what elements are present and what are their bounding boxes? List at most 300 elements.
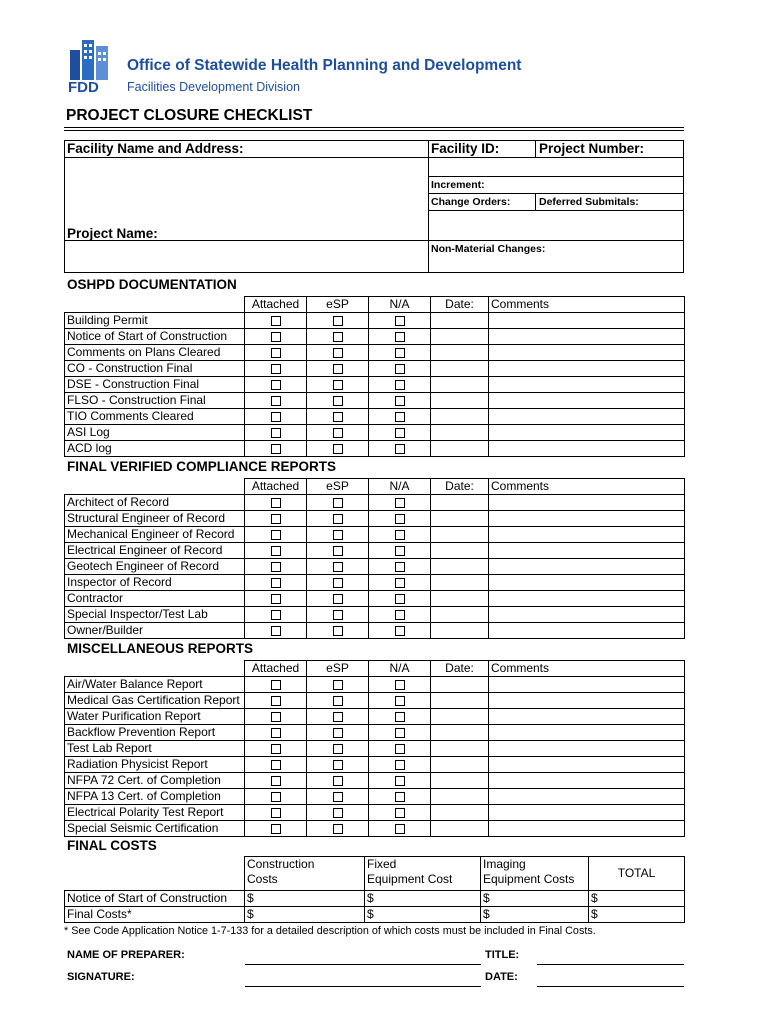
date-field[interactable] <box>431 821 489 837</box>
non-material-changes-label: Non-Material Changes: <box>431 243 546 255</box>
attached-checkbox[interactable] <box>271 594 281 604</box>
checklist-item-label: Geotech Engineer of Record <box>65 559 245 575</box>
date-field[interactable] <box>431 527 489 543</box>
na-checkbox-cell <box>369 345 431 361</box>
esp-checkbox-cell <box>307 543 369 559</box>
construction-cost-field[interactable]: $ <box>245 891 365 907</box>
page-title: PROJECT CLOSURE CHECKLIST <box>66 107 313 124</box>
section-title-final-costs: FINAL COSTS <box>67 838 157 853</box>
attached-checkbox[interactable] <box>271 712 281 722</box>
date-field[interactable] <box>431 805 489 821</box>
comments-field[interactable] <box>489 623 685 639</box>
esp-checkbox[interactable] <box>333 316 343 326</box>
checklist-item-label: Building Permit <box>65 313 245 329</box>
attached-checkbox-cell <box>245 805 307 821</box>
attached-column-header: Attached <box>245 297 307 313</box>
attached-checkbox-cell <box>245 725 307 741</box>
attached-checkbox[interactable] <box>271 546 281 556</box>
attached-checkbox-cell <box>245 773 307 789</box>
date-field[interactable] <box>431 511 489 527</box>
checklist-item-label: Notice of Start of Construction <box>65 329 245 345</box>
esp-checkbox[interactable] <box>333 498 343 508</box>
attached-checkbox[interactable] <box>271 578 281 588</box>
blank-header-cell <box>65 479 245 495</box>
oshpd-documentation-table <box>64 296 685 457</box>
checklist-item-label: Owner/Builder <box>65 623 245 639</box>
esp-checkbox[interactable] <box>333 744 343 754</box>
esp-checkbox[interactable] <box>333 728 343 738</box>
comments-field[interactable] <box>489 543 685 559</box>
na-checkbox-cell <box>369 725 431 741</box>
info-row-line <box>428 176 684 177</box>
attached-checkbox[interactable] <box>271 610 281 620</box>
attached-checkbox-cell <box>245 313 307 329</box>
na-checkbox[interactable] <box>395 498 405 508</box>
attached-checkbox[interactable] <box>271 514 281 524</box>
attached-checkbox[interactable] <box>271 380 281 390</box>
checklist-row <box>65 559 685 575</box>
date-column-header: Date: <box>431 297 489 313</box>
esp-checkbox[interactable] <box>333 530 343 540</box>
checklist-row <box>65 425 685 441</box>
checklist-row <box>65 345 685 361</box>
fixed-equipment-header: Fixed Equipment Cost <box>365 857 481 891</box>
imaging-equipment-cost-field[interactable]: $ <box>481 907 589 923</box>
comments-field[interactable] <box>489 425 685 441</box>
info-row-line <box>428 210 684 211</box>
na-checkbox[interactable] <box>395 412 405 422</box>
comments-field[interactable] <box>489 607 685 623</box>
na-checkbox-cell <box>369 607 431 623</box>
date-field[interactable] <box>431 345 489 361</box>
checklist-item-label: Structural Engineer of Record <box>65 511 245 527</box>
comments-field[interactable] <box>489 441 685 457</box>
na-checkbox[interactable] <box>395 578 405 588</box>
imaging-equipment-header: Imaging Equipment Costs <box>481 857 589 891</box>
esp-checkbox[interactable] <box>333 562 343 572</box>
date-field[interactable] <box>431 361 489 377</box>
na-checkbox[interactable] <box>395 776 405 786</box>
na-checkbox-cell <box>369 409 431 425</box>
construction-cost-field[interactable]: $ <box>245 907 365 923</box>
total-header: TOTAL <box>589 857 685 891</box>
date-field[interactable] <box>431 329 489 345</box>
title-rule-2 <box>64 130 684 131</box>
esp-checkbox[interactable] <box>333 396 343 406</box>
esp-checkbox-cell <box>307 725 369 741</box>
checklist-row <box>65 495 685 511</box>
esp-checkbox[interactable] <box>333 546 343 556</box>
na-checkbox-cell <box>369 789 431 805</box>
signature-label: SIGNATURE: <box>67 971 135 983</box>
na-checkbox[interactable] <box>395 348 405 358</box>
date-field[interactable] <box>431 741 489 757</box>
attached-checkbox[interactable] <box>271 680 281 690</box>
esp-checkbox[interactable] <box>333 792 343 802</box>
cost-row-label: Final Costs* <box>65 907 245 923</box>
comments-field[interactable] <box>489 725 685 741</box>
na-checkbox[interactable] <box>395 428 405 438</box>
esp-checkbox-cell <box>307 441 369 457</box>
checklist-row <box>65 441 685 457</box>
esp-checkbox[interactable] <box>333 412 343 422</box>
blank-header-cell <box>65 297 245 313</box>
checklist-row <box>65 623 685 639</box>
attached-checkbox[interactable] <box>271 316 281 326</box>
comments-field[interactable] <box>489 527 685 543</box>
esp-column-header: eSP <box>307 297 369 313</box>
imaging-equipment-cost-field[interactable]: $ <box>481 891 589 907</box>
attached-checkbox-cell <box>245 495 307 511</box>
attached-checkbox[interactable] <box>271 824 281 834</box>
comments-field[interactable] <box>489 805 685 821</box>
checklist-item-label: Inspector of Record <box>65 575 245 591</box>
esp-checkbox[interactable] <box>333 514 343 524</box>
attached-checkbox-cell <box>245 757 307 773</box>
attached-checkbox[interactable] <box>271 498 281 508</box>
esp-checkbox-cell <box>307 821 369 837</box>
checklist-item-label: ACD log <box>65 441 245 457</box>
esp-checkbox[interactable] <box>333 364 343 374</box>
signature-line[interactable] <box>245 986 481 987</box>
esp-checkbox-cell <box>307 495 369 511</box>
checklist-row <box>65 409 685 425</box>
na-checkbox[interactable] <box>395 626 405 636</box>
comments-field[interactable] <box>489 361 685 377</box>
na-checkbox[interactable] <box>395 316 405 326</box>
checklist-item-label: Special Inspector/Test Lab <box>65 607 245 623</box>
na-checkbox-cell <box>369 441 431 457</box>
comments-field[interactable] <box>489 329 685 345</box>
comments-field[interactable] <box>489 709 685 725</box>
date-field[interactable] <box>431 773 489 789</box>
na-checkbox[interactable] <box>395 594 405 604</box>
na-checkbox[interactable] <box>395 332 405 342</box>
total-cost-field[interactable]: $ <box>589 891 685 907</box>
na-checkbox-cell <box>369 511 431 527</box>
esp-checkbox[interactable] <box>333 594 343 604</box>
date-column-header: Date: <box>431 479 489 495</box>
esp-checkbox[interactable] <box>333 808 343 818</box>
esp-checkbox-cell <box>307 677 369 693</box>
checklist-row <box>65 575 685 591</box>
na-checkbox[interactable] <box>395 546 405 556</box>
checklist-item-label: Test Lab Report <box>65 741 245 757</box>
esp-checkbox-cell <box>307 575 369 591</box>
construction-costs-header: Construction Costs <box>245 857 365 891</box>
comments-column-header: Comments <box>489 297 685 313</box>
attached-checkbox-cell <box>245 559 307 575</box>
attached-checkbox[interactable] <box>271 562 281 572</box>
attached-checkbox-cell <box>245 575 307 591</box>
esp-checkbox[interactable] <box>333 332 343 342</box>
project-name-label: Project Name: <box>67 226 158 241</box>
checklist-item-label: Electrical Polarity Test Report <box>65 805 245 821</box>
comments-field[interactable] <box>489 495 685 511</box>
comments-field[interactable] <box>489 677 685 693</box>
na-checkbox-cell <box>369 623 431 639</box>
info-col-divider-2 <box>535 140 536 157</box>
date-field[interactable] <box>431 409 489 425</box>
date-field[interactable] <box>431 441 489 457</box>
na-checkbox[interactable] <box>395 808 405 818</box>
esp-checkbox[interactable] <box>333 696 343 706</box>
esp-checkbox[interactable] <box>333 824 343 834</box>
na-checkbox[interactable] <box>395 364 405 374</box>
na-checkbox-cell <box>369 313 431 329</box>
checklist-row <box>65 677 685 693</box>
attached-checkbox-cell <box>245 741 307 757</box>
esp-checkbox[interactable] <box>333 380 343 390</box>
attached-checkbox[interactable] <box>271 332 281 342</box>
date-column-header: Date: <box>431 661 489 677</box>
date-line[interactable] <box>537 986 684 987</box>
esp-checkbox-cell <box>307 345 369 361</box>
checklist-item-label: Architect of Record <box>65 495 245 511</box>
attached-checkbox[interactable] <box>271 364 281 374</box>
na-checkbox-cell <box>369 709 431 725</box>
na-checkbox[interactable] <box>395 530 405 540</box>
checklist-row <box>65 805 685 821</box>
na-checkbox-cell <box>369 591 431 607</box>
section-title-misc: MISCELLANEOUS REPORTS <box>67 641 254 656</box>
preparer-line[interactable] <box>245 964 481 965</box>
checklist-item-label: ASI Log <box>65 425 245 441</box>
na-column-header: N/A <box>369 661 431 677</box>
checklist-row <box>65 709 685 725</box>
attached-checkbox[interactable] <box>271 728 281 738</box>
checklist-item-label: Water Purification Report <box>65 709 245 725</box>
comments-field[interactable] <box>489 409 685 425</box>
date-field[interactable] <box>431 425 489 441</box>
date-field[interactable] <box>431 725 489 741</box>
na-checkbox[interactable] <box>395 444 405 454</box>
na-checkbox-cell <box>369 773 431 789</box>
esp-checkbox[interactable] <box>333 348 343 358</box>
esp-checkbox[interactable] <box>333 760 343 770</box>
comments-field[interactable] <box>489 773 685 789</box>
checklist-item-label: FLSO - Construction Final <box>65 393 245 409</box>
fixed-equipment-cost-field[interactable]: $ <box>365 907 481 923</box>
comments-field[interactable] <box>489 575 685 591</box>
na-checkbox-cell <box>369 741 431 757</box>
na-column-header: N/A <box>369 297 431 313</box>
attached-checkbox-cell <box>245 409 307 425</box>
esp-checkbox-cell <box>307 329 369 345</box>
date-field[interactable] <box>431 575 489 591</box>
na-checkbox[interactable] <box>395 380 405 390</box>
date-field[interactable] <box>431 377 489 393</box>
esp-checkbox[interactable] <box>333 610 343 620</box>
comments-field[interactable] <box>489 313 685 329</box>
attached-checkbox[interactable] <box>271 626 281 636</box>
checklist-item-label: CO - Construction Final <box>65 361 245 377</box>
checklist-item-label: Electrical Engineer of Record <box>65 543 245 559</box>
esp-checkbox-cell <box>307 741 369 757</box>
deferred-submittals-label: Deferred Submitals: <box>539 196 639 208</box>
attached-checkbox-cell <box>245 329 307 345</box>
date-field[interactable] <box>431 677 489 693</box>
comments-field[interactable] <box>489 821 685 837</box>
attached-checkbox-cell <box>245 677 307 693</box>
info-col-divider <box>428 140 429 273</box>
comments-field[interactable] <box>489 511 685 527</box>
title-line[interactable] <box>537 964 684 965</box>
date-field[interactable] <box>431 693 489 709</box>
na-column-header: N/A <box>369 479 431 495</box>
na-checkbox[interactable] <box>395 696 405 706</box>
attached-checkbox[interactable] <box>271 744 281 754</box>
checklist-row <box>65 607 685 623</box>
na-checkbox[interactable] <box>395 744 405 754</box>
esp-checkbox[interactable] <box>333 444 343 454</box>
date-field[interactable] <box>431 623 489 639</box>
checklist-row <box>65 361 685 377</box>
esp-checkbox-cell <box>307 425 369 441</box>
date-field[interactable] <box>431 495 489 511</box>
na-checkbox[interactable] <box>395 610 405 620</box>
na-checkbox-cell <box>369 677 431 693</box>
section-title-compliance: FINAL VERIFIED COMPLIANCE REPORTS <box>67 459 337 474</box>
fixed-equipment-cost-field[interactable]: $ <box>365 891 481 907</box>
column-header-row <box>65 479 685 495</box>
comments-field[interactable] <box>489 393 685 409</box>
esp-checkbox[interactable] <box>333 712 343 722</box>
column-header-row <box>65 297 685 313</box>
attached-checkbox-cell <box>245 591 307 607</box>
date-field[interactable] <box>431 591 489 607</box>
na-checkbox-cell <box>369 329 431 345</box>
na-checkbox-cell <box>369 805 431 821</box>
esp-checkbox-cell <box>307 377 369 393</box>
attached-checkbox-cell <box>245 693 307 709</box>
division-name: Facilities Development Division <box>127 80 300 94</box>
date-field[interactable] <box>431 313 489 329</box>
attached-checkbox[interactable] <box>271 348 281 358</box>
esp-checkbox-cell <box>307 773 369 789</box>
checklist-item-label: Radiation Physicist Report <box>65 757 245 773</box>
checklist-item-label: Contractor <box>65 591 245 607</box>
esp-checkbox[interactable] <box>333 776 343 786</box>
info-row-line <box>428 193 684 194</box>
esp-checkbox[interactable] <box>333 578 343 588</box>
attached-checkbox[interactable] <box>271 808 281 818</box>
attached-checkbox[interactable] <box>271 412 281 422</box>
esp-checkbox-cell <box>307 313 369 329</box>
compliance-reports-table <box>64 478 685 639</box>
attached-checkbox[interactable] <box>271 530 281 540</box>
comments-field[interactable] <box>489 693 685 709</box>
attached-checkbox[interactable] <box>271 696 281 706</box>
date-field[interactable] <box>431 709 489 725</box>
checklist-item-label: Mechanical Engineer of Record <box>65 527 245 543</box>
comments-field[interactable] <box>489 757 685 773</box>
info-col-divider-3 <box>535 193 536 210</box>
comments-field[interactable] <box>489 591 685 607</box>
checklist-row <box>65 511 685 527</box>
attached-checkbox-cell <box>245 821 307 837</box>
esp-checkbox-cell <box>307 511 369 527</box>
na-checkbox[interactable] <box>395 396 405 406</box>
date-field[interactable] <box>431 757 489 773</box>
checklist-row <box>65 741 685 757</box>
na-checkbox[interactable] <box>395 712 405 722</box>
title-rule <box>64 127 684 128</box>
attached-checkbox[interactable] <box>271 760 281 770</box>
esp-checkbox[interactable] <box>333 680 343 690</box>
esp-checkbox[interactable] <box>333 428 343 438</box>
esp-checkbox-cell <box>307 527 369 543</box>
date-field[interactable] <box>431 393 489 409</box>
checklist-item-label: Special Seismic Certification <box>65 821 245 837</box>
section-title-oshpd: OSHPD DOCUMENTATION <box>67 277 237 292</box>
checklist-row <box>65 591 685 607</box>
date-field[interactable] <box>431 789 489 805</box>
esp-checkbox-cell <box>307 709 369 725</box>
comments-field[interactable] <box>489 345 685 361</box>
attached-checkbox[interactable] <box>271 792 281 802</box>
checklist-item-label: DSE - Construction Final <box>65 377 245 393</box>
attached-checkbox-cell <box>245 543 307 559</box>
attached-checkbox[interactable] <box>271 444 281 454</box>
attached-checkbox-cell <box>245 511 307 527</box>
date-field[interactable] <box>431 607 489 623</box>
na-checkbox[interactable] <box>395 562 405 572</box>
preparer-label: NAME OF PREPARER: <box>67 949 185 961</box>
checklist-row <box>65 329 685 345</box>
na-checkbox-cell <box>369 559 431 575</box>
comments-field[interactable] <box>489 559 685 575</box>
comments-field[interactable] <box>489 741 685 757</box>
facility-id-label: Facility ID: <box>431 141 500 156</box>
esp-checkbox-cell <box>307 607 369 623</box>
esp-checkbox[interactable] <box>333 626 343 636</box>
checklist-item-label: Air/Water Balance Report <box>65 677 245 693</box>
attached-checkbox-cell <box>245 393 307 409</box>
na-checkbox[interactable] <box>395 824 405 834</box>
attached-checkbox[interactable] <box>271 776 281 786</box>
total-cost-field[interactable]: $ <box>589 907 685 923</box>
checklist-item-label: Medical Gas Certification Report <box>65 693 245 709</box>
na-checkbox[interactable] <box>395 728 405 738</box>
esp-column-header: eSP <box>307 479 369 495</box>
cost-row-label: Notice of Start of Construction <box>65 891 245 907</box>
na-checkbox[interactable] <box>395 760 405 770</box>
attached-checkbox[interactable] <box>271 396 281 406</box>
info-divider <box>64 157 684 158</box>
na-checkbox[interactable] <box>395 792 405 802</box>
esp-checkbox-cell <box>307 693 369 709</box>
na-checkbox-cell <box>369 543 431 559</box>
attached-checkbox-cell <box>245 377 307 393</box>
esp-checkbox-cell <box>307 393 369 409</box>
date-field[interactable] <box>431 559 489 575</box>
na-checkbox-cell <box>369 425 431 441</box>
attached-checkbox-cell <box>245 527 307 543</box>
na-checkbox-cell <box>369 527 431 543</box>
na-checkbox[interactable] <box>395 514 405 524</box>
date-field[interactable] <box>431 543 489 559</box>
title-label: TITLE: <box>485 949 520 961</box>
comments-field[interactable] <box>489 789 685 805</box>
checklist-row <box>65 527 685 543</box>
attached-column-header: Attached <box>245 479 307 495</box>
facility-name-label: Facility Name and Address: <box>67 141 244 156</box>
attached-checkbox[interactable] <box>271 428 281 438</box>
na-checkbox[interactable] <box>395 680 405 690</box>
checklist-row <box>65 773 685 789</box>
comments-field[interactable] <box>489 377 685 393</box>
